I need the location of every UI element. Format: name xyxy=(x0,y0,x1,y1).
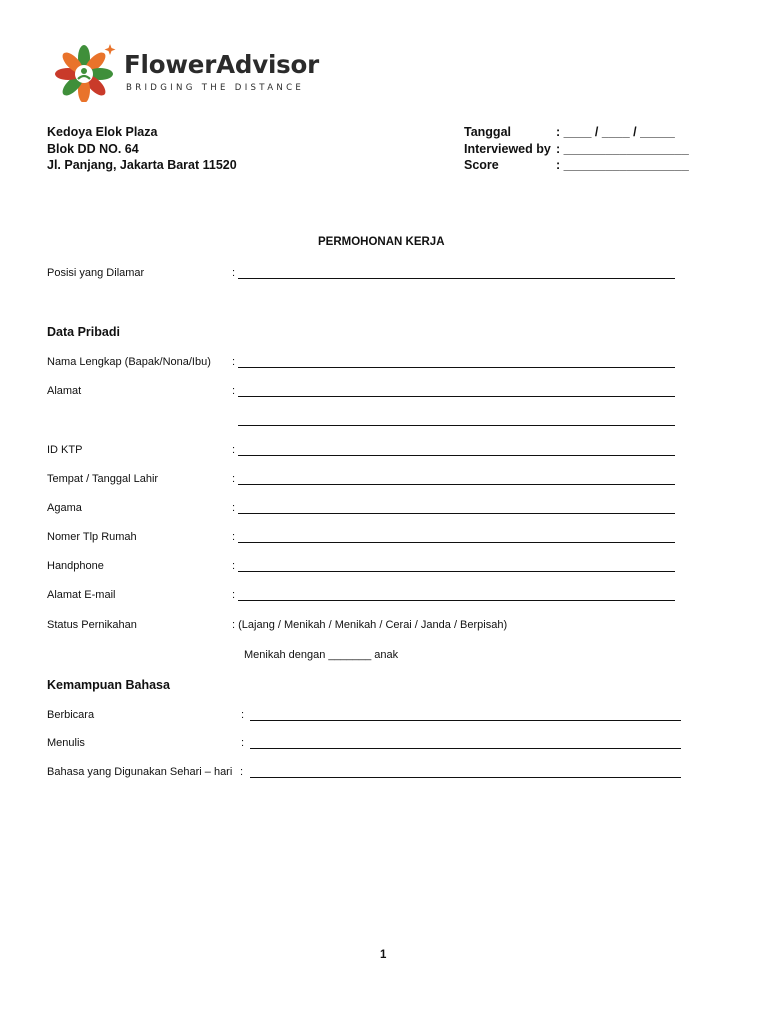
berbicara-label: Berbicara xyxy=(47,709,95,721)
bahasa-sehari-hari-input-line[interactable] xyxy=(250,777,681,778)
handphone-label: Handphone xyxy=(47,560,104,572)
section-data-pribadi: Data Pribadi xyxy=(47,325,120,339)
company-logo xyxy=(50,42,340,102)
alamat-label: Alamat xyxy=(47,385,82,397)
form-title: PERMOHONAN KERJA xyxy=(318,236,445,248)
id-ktp-label: ID KTP xyxy=(47,444,83,456)
handphone-colon: : xyxy=(232,560,236,572)
berbicara-colon: : xyxy=(241,709,245,721)
status-pernikahan-options[interactable]: : (Lajang / Menikah / Menikah / Cerai / Janda / Berpisah) xyxy=(232,619,508,631)
agama-colon: : xyxy=(232,502,236,514)
menulis-label: Menulis xyxy=(47,737,85,749)
posisi-colon: : xyxy=(232,267,236,279)
berbicara-input-line[interactable] xyxy=(250,720,681,721)
nomer-tlp-rumah-input-line[interactable] xyxy=(238,542,675,543)
menulis-input-line[interactable] xyxy=(250,748,681,749)
nomer-tlp-rumah-label: Nomer Tlp Rumah xyxy=(47,531,137,543)
brand-tagline: BRIDGING THE DISTANCE xyxy=(126,83,305,93)
section-kemampuan-bahasa: Kemampuan Bahasa xyxy=(47,678,170,692)
bahasa-sehari-hari-colon: : xyxy=(240,766,244,778)
alamat-input-line[interactable] xyxy=(238,396,675,397)
interviewed-by-label: Interviewed by xyxy=(464,142,551,156)
tempat-tanggal-lahir-colon: : xyxy=(232,473,236,485)
brand-name: FlowerAdvisor xyxy=(124,50,320,79)
alamat-input-line-2[interactable] xyxy=(238,425,675,426)
nama-lengkap-label: Nama Lengkap (Bapak/Nona/Ibu) xyxy=(47,356,211,368)
tanggal-label: Tanggal xyxy=(464,125,511,139)
score-field[interactable]: : __________________ xyxy=(556,158,689,172)
alamat-colon: : xyxy=(232,385,236,397)
id-ktp-input-line[interactable] xyxy=(238,455,675,456)
alamat-email-label: Alamat E-mail xyxy=(47,589,116,601)
handphone-input-line[interactable] xyxy=(238,571,675,572)
tanggal-field[interactable]: : ____ / ____ / _____ xyxy=(556,125,675,139)
score-label: Score xyxy=(464,158,499,172)
agama-label: Agama xyxy=(47,502,82,514)
tempat-tanggal-lahir-input-line[interactable] xyxy=(238,484,675,485)
agama-input-line[interactable] xyxy=(238,513,675,514)
bahasa-sehari-hari-label: Bahasa yang Digunakan Sehari – hari xyxy=(47,766,233,778)
nama-lengkap-input-line[interactable] xyxy=(238,367,675,368)
address-line-1: Kedoya Elok Plaza xyxy=(47,125,158,139)
posisi-input-line[interactable] xyxy=(238,278,675,279)
status-pernikahan-label: Status Pernikahan xyxy=(47,619,137,631)
tempat-tanggal-lahir-label: Tempat / Tanggal Lahir xyxy=(47,473,159,485)
alamat-email-input-line[interactable] xyxy=(238,600,675,601)
menulis-colon: : xyxy=(241,737,245,749)
nomer-tlp-rumah-colon: : xyxy=(232,531,236,543)
address-line-2: Blok DD NO. 64 xyxy=(47,142,139,156)
id-ktp-colon: : xyxy=(232,444,236,456)
jumlah-anak-field[interactable]: Menikah dengan _______ anak xyxy=(244,649,399,661)
page-number: 1 xyxy=(380,949,387,961)
address-line-3: Jl. Panjang, Jakarta Barat 11520 xyxy=(47,158,237,172)
flower-logo-icon xyxy=(50,42,120,102)
interviewed-by-field[interactable]: : __________________ xyxy=(556,142,689,156)
alamat-email-colon: : xyxy=(232,589,236,601)
nama-lengkap-colon: : xyxy=(232,356,236,368)
posisi-label: Posisi yang Dilamar xyxy=(47,267,145,279)
